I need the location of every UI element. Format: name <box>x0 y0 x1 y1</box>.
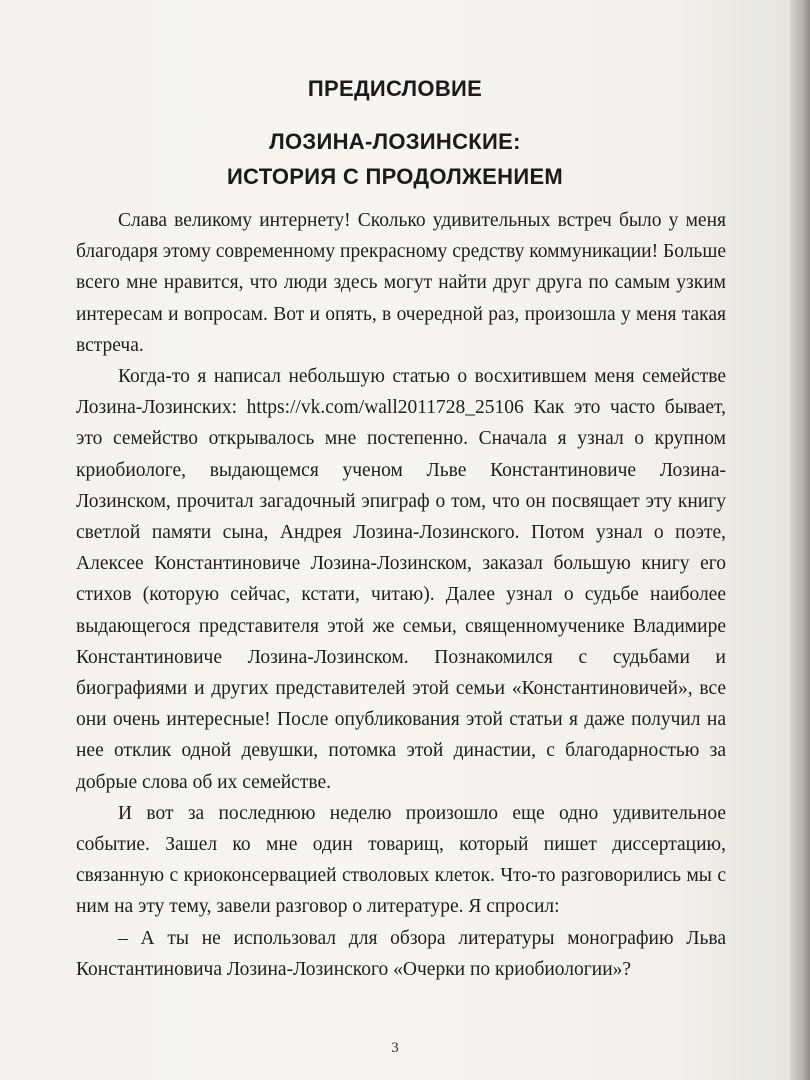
paragraph: Когда-то я написал небольшую статью о восхитившем меня семействе Лозина-Лозинских: https://vk.com/wall2011728_25106 Как это часто бывает, это семейство открывалось мне постепенно. Сначала я узнал о крупном криобиологе, выдающемся ученом Льве Константиновиче Лозина-Лозинском, прочитал загадочный эпиграф о том, что он посвящает эту книгу светлой памяти сына, Андрея Лозина-Лозинского. Потом узнал о поэте, Алексее Константиновиче Лозина-Лозинском, заказал большую книгу его стихов (которую сейчас, кстати, читаю). Далее узнал о судьбе наиболее выдающегося представителя этой же семьи, священномученике Владимире Константиновиче Лозина-Лозинском. Познакомился с судьбами и биографиями и других представителей этой семьи «Константиновичей», все они очень интересные! После опубликования этой статьи я даже получил на нее отклик одной девушки, потомка этой династии, с благодарностью за добрые слова об их семействе. <box>76 366 726 793</box>
paragraph: – А ты не использовал для обзора литературы монографию Льва Константиновича Лозина-Лозинского «Очерки по криобиологии»? <box>76 927 726 980</box>
chapter-title <box>0 124 790 194</box>
page-edge-shadow <box>790 0 810 1080</box>
page-number: 3 <box>391 1040 399 1056</box>
paragraph: И вот за последнюю неделю произошло еще одно удивительное событие. Зашел ко мне один товарищ, который пишет диссертацию, связанную с криоконсервацией стволовых клеток. Что-то разговорились мы с ним на эту тему, завели разговор о литературе. Я спросил: <box>76 802 726 918</box>
chapter-title-line-2: ИСТОРИЯ С ПРОДОЛЖЕНИЕМ <box>226 164 564 189</box>
chapter-title-line-1: ЛОЗИНА-ЛОЗИНСКИЕ: <box>269 129 521 154</box>
body-text <box>76 205 726 985</box>
section-heading: ПРЕДИСЛОВИЕ <box>307 76 483 101</box>
paragraph: Слава великому интернету! Сколько удивительных встреч было у меня благодаря этому современному прекрасному средству коммуникации! Больше всего мне нравится, что люди здесь могут найти друг друга по самым узким интересам и вопросам. Вот и опять, в очередной раз, произошла у меня такая встреча. <box>76 210 726 356</box>
